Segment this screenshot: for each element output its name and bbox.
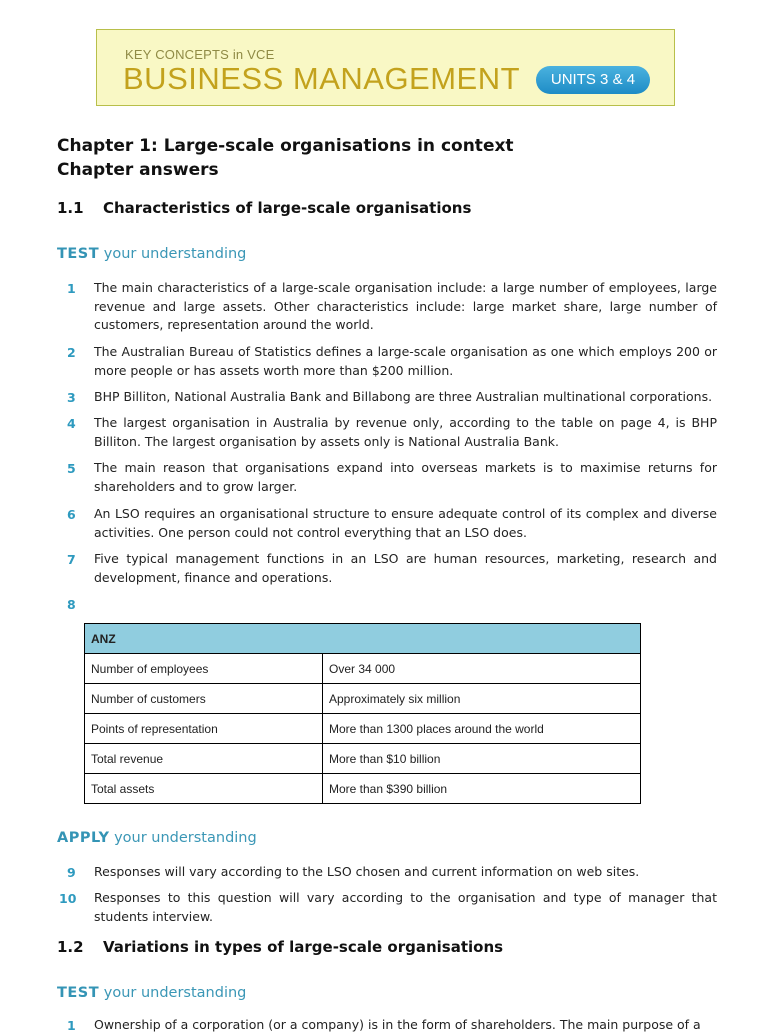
table-row [85, 654, 641, 684]
table-cell-label: Total assets [85, 774, 323, 804]
question-number: 6 [67, 507, 76, 522]
question-number: 1 [67, 1018, 76, 1033]
banner-title: BUSINESS MANAGEMENT [123, 61, 521, 96]
question-number: 9 [67, 865, 76, 880]
table-cell-label: Total revenue [85, 744, 323, 774]
subheading-bold: TEST [57, 246, 100, 262]
question-number: 5 [67, 461, 76, 476]
question-number: 7 [67, 552, 76, 567]
chapter-subtitle: Chapter answers [57, 160, 219, 180]
table-cell-value: Over 34 000 [323, 654, 641, 684]
question-number: 2 [67, 345, 76, 360]
table-header: ANZ [85, 624, 641, 654]
question-text: The Australian Bureau of Statistics defines a large-scale organisation as one which employs 200 or more people or has assets worth more than $200 million. [94, 344, 717, 378]
book-banner [96, 29, 675, 106]
question-number: 8 [67, 597, 76, 612]
table-cell-value: Approximately six million [323, 684, 641, 714]
table-cell-value: More than 1300 places around the world [323, 714, 641, 744]
subheading-test [57, 985, 246, 1001]
question-text: BHP Billiton, National Australia Bank and Billabong are three Australian multinational corporations. [94, 389, 713, 404]
question-text: Five typical management functions in an LSO are human resources, marketing, research and development, finance and operations. [94, 551, 717, 585]
table-cell-label: Points of representation [85, 714, 323, 744]
table-cell-value: More than $10 billion [323, 744, 641, 774]
question-text: Ownership of a corporation (or a company) is in the form of shareholders. The main purpose of a [94, 1017, 701, 1032]
subheading-bold: TEST [57, 985, 100, 1001]
section-title: Variations in types of large-scale organisations [103, 938, 504, 956]
question-number: 4 [67, 416, 76, 431]
section-number: 1.1 [57, 199, 84, 217]
banner-series-text: KEY CONCEPTS in VCE [125, 47, 275, 62]
section-title: Characteristics of large-scale organisations [103, 199, 472, 217]
anz-table [84, 623, 641, 804]
section-number: 1.2 [57, 938, 84, 956]
subheading-rest: your understanding [109, 830, 257, 846]
subheading-rest: your understanding [99, 246, 247, 262]
subheading-bold: APPLY [57, 830, 110, 846]
question-text: An LSO requires an organisational structure to ensure adequate control of its complex and diverse activities. One person could not control everything that an LSO does. [94, 506, 717, 540]
table-cell-label: Number of customers [85, 684, 323, 714]
question-number: 10 [59, 891, 77, 906]
question-number: 3 [67, 390, 76, 405]
question-text: The main reason that organisations expand into overseas markets is to maximise returns for shareholders and to grow larger. [94, 460, 717, 494]
table-row [85, 714, 641, 744]
question-text: The main characteristics of a large-scale organisation include: a large number of employees, large revenue and large assets. Other characteristics include: large market share, large number of customers, representation around the world. [94, 280, 717, 332]
chapter-title: Chapter 1: Large-scale organisations in context [57, 136, 514, 156]
question-text: Responses will vary according to the LSO chosen and current information on web sites. [94, 864, 640, 879]
subheading-rest: your understanding [99, 985, 247, 1001]
subheading-apply [57, 830, 257, 846]
subheading-test [57, 246, 246, 262]
table-header-row [85, 624, 641, 654]
table-row [85, 684, 641, 714]
units-badge: UNITS 3 & 4 [536, 66, 650, 94]
table-row [85, 774, 641, 804]
question-text: Responses to this question will vary according to the organisation and type of manager that students interview. [94, 890, 717, 924]
question-text: The largest organisation in Australia by revenue only, according to the table on page 4, is BHP Billiton. The largest organisation by assets only is National Australia Bank. [94, 415, 717, 449]
table-cell-label: Number of employees [85, 654, 323, 684]
table-cell-value: More than $390 billion [323, 774, 641, 804]
table-row [85, 744, 641, 774]
question-number: 1 [67, 281, 76, 296]
